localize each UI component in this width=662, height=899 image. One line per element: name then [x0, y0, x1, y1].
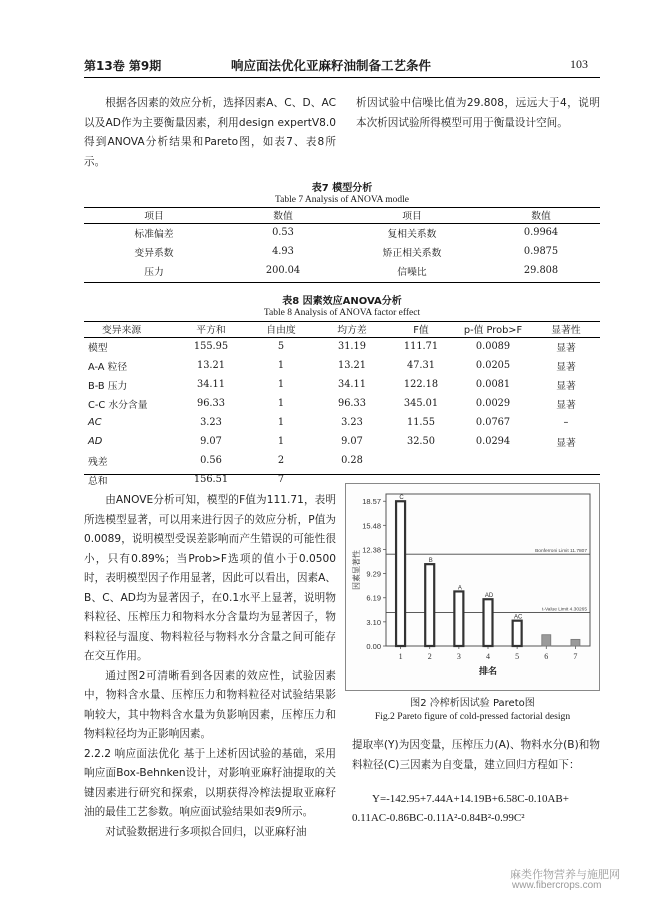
bar-label: B [428, 558, 433, 565]
x-tick-label: 5 [515, 652, 520, 661]
table8-cell: 模型 [88, 342, 108, 354]
table8-cell: 13.21 [337, 360, 367, 371]
table8-cell: 0.0205 [475, 360, 511, 371]
y-tick-label: 12.38 [362, 545, 381, 555]
table8-cell: 96.33 [196, 398, 226, 409]
table8-header-cell: 显著性 [551, 324, 581, 336]
table8-cell: 31.19 [337, 341, 367, 353]
reference-line-label: t-Value Limit 4.30265 [542, 607, 587, 613]
table8-cell: 1 [277, 398, 285, 409]
table7-cell: 200.04 [265, 265, 301, 276]
y-tick-label: 9.29 [366, 569, 381, 579]
body-paragraph: 由ANOVE分析可知，模型的F值为111.71，表明所选模型显著，可以用来进行因子的效应分析，P值为0.0089，说明模型受误差影响而产生错误的可能性很小，只有0.89%；当Prob>F选项的值小于0.0500时，表明模型因子作用显著，因此可以看出，因素A、B、C、AD均为显著因子，在0.1水平上显著，说明物料粒径、压榨压力和物料水分含量均为显著因子，物料粒径与温度、物料粒径与物料水分含量之间可能存在交互作用。 [84, 494, 336, 662]
page-number: 103 [570, 57, 588, 71]
table8-cell [388, 451, 454, 470]
table8-cell: B-B 压力 [88, 380, 128, 392]
table8-cell: 9.07 [200, 436, 222, 447]
table8-cell: 2 [277, 455, 285, 466]
table-row [84, 451, 600, 470]
table8 [84, 321, 600, 489]
table8-cell: 156.51 [193, 474, 229, 485]
table7-header-cell: 数值 [273, 210, 293, 222]
table-row [84, 432, 600, 451]
table8-cell [532, 451, 600, 470]
table8-cell: 0.28 [341, 455, 363, 466]
x-axis-title: 排名 [478, 667, 498, 677]
table8-cell: AD [88, 436, 103, 447]
watermark-site-name: 麻类作物营养与施肥网 [510, 868, 620, 881]
table7-cell: 29.808 [523, 265, 559, 276]
header-rule [84, 77, 600, 78]
table-row [84, 356, 600, 375]
x-tick-label: 7 [573, 652, 578, 661]
table8-cell: – [563, 417, 569, 428]
table8-cell: C-C 水分含量 [88, 399, 148, 411]
table8-cell: 1 [277, 379, 285, 390]
intro-right-paragraph: 析因试验中信噪比值为29.808，远远大于4，说明本次析因试验所得模型可用于衡量设计空间。 [356, 97, 600, 129]
table7-header-row [84, 207, 600, 223]
table7-cell: 0.9875 [523, 246, 559, 257]
table8-bottom-rule [84, 474, 600, 475]
table7-cell: 4.93 [272, 246, 294, 257]
table8-cell [454, 451, 532, 470]
table7-header-cell: 数值 [531, 210, 551, 222]
body-left-column [84, 491, 336, 842]
table8-cell: 1 [277, 436, 285, 447]
pareto-bar [542, 635, 551, 646]
table8-cell: 1 [277, 360, 285, 371]
table8-body [84, 337, 600, 489]
table-row [84, 261, 600, 280]
table7-cell: 信噪比 [397, 266, 427, 278]
table8-header-cell: F值 [413, 324, 429, 336]
reference-line-label: Bonferroni Limit 11.7807 [535, 549, 587, 555]
table8-cell: 0.0081 [475, 379, 511, 390]
table8-cell: 0.0089 [475, 341, 511, 353]
x-tick-label: 1 [398, 652, 403, 661]
bar-label: AC [513, 614, 523, 621]
table-row [84, 375, 600, 394]
x-tick-label: 2 [427, 652, 432, 661]
table8-cell: 显著 [556, 437, 576, 449]
table8-header-cell: 自由度 [266, 324, 296, 336]
table8-cell: 显著 [556, 361, 576, 373]
table8-cell: 7 [277, 474, 285, 485]
table8-cell: 显著 [556, 342, 576, 354]
table-row [84, 413, 600, 432]
table-row [84, 223, 600, 242]
table7 [84, 207, 600, 280]
pareto-bar [513, 621, 522, 646]
table8-cell: 0.56 [200, 455, 222, 466]
y-tick-label: 3.10 [366, 617, 381, 627]
table7-cell: 变异系数 [134, 247, 174, 259]
table-row [84, 394, 600, 413]
table8-cell: AC [88, 417, 102, 428]
regression-equation-line1: Y=-142.95+7.44A+14.19B+6.58C-0.10AB+ [372, 793, 569, 805]
table8-cell: 13.21 [196, 360, 226, 371]
pareto-bar [484, 599, 493, 646]
x-tick-label: 4 [486, 652, 490, 661]
table8-cell: 3.23 [341, 417, 363, 428]
pareto-chart [346, 484, 599, 690]
bar-label: AD [484, 593, 494, 600]
table8-cell: 残差 [88, 456, 108, 468]
pareto-bar [454, 591, 463, 646]
table8-cell: 155.95 [193, 341, 229, 353]
table8-cell: 5 [277, 341, 285, 353]
intro-left-paragraph: 根据各因素的效应分析，选择因素A、C、D、AC以及AD作为主要衡量因素，利用design expertV8.0得到ANOVA分析结果和Pareto图，如表7、表8所示。 [84, 97, 336, 168]
table8-cell: 34.11 [196, 379, 226, 390]
y-axis-title: 因素显著性 [352, 550, 361, 590]
y-tick-label: 0.00 [366, 642, 381, 651]
y-tick-label: 6.19 [366, 593, 381, 603]
table8-cell: 0.0767 [475, 417, 511, 428]
table7-cell: 矫正相关系数 [382, 247, 442, 259]
figure2-caption-cn: 图2 冷榨析因试验 Pareto图 [410, 698, 535, 709]
body-right-paragraph: 提取率(Y)为因变量，压榨压力(A)、物料水分(B)和物料粒径(C)三因素为自变量，建立回归方程如下： [352, 739, 600, 771]
x-tick-label: 6 [544, 652, 549, 661]
table8-cell: 96.33 [337, 398, 367, 409]
issue-label: 第13卷 第9期 [84, 59, 162, 73]
body-paragraph: 对试验数据进行多项拟合回归，以亚麻籽油 [105, 825, 307, 838]
table7-cell: 标准偏差 [134, 228, 174, 240]
table8-caption-en: Table 8 Analysis of ANOVA factor effect [263, 308, 421, 318]
table8-header-cell: 均方差 [337, 324, 367, 336]
bar-label: A [457, 585, 462, 592]
section-2-2-2-paragraph: 2.2.2 响应面法优化 基于上述析因试验的基础，采用响应面Box-Behnken设计，对影响亚麻籽油提取的关键因素进行研究和探索，以期获得冷榨法提取亚麻籽油的最佳工艺参数。响应面试验结果如表9所示。 [84, 747, 336, 818]
figure2-caption-en: Fig.2 Pareto figure of cold-pressed factorial design [374, 711, 571, 722]
pareto-bar [425, 564, 434, 646]
table8-cell: 0.0294 [475, 436, 511, 447]
table8-cell: 11.55 [406, 417, 436, 428]
watermark-url: www.fibercrops.com [512, 880, 602, 891]
table8-cell: 显著 [556, 399, 576, 411]
table8-cell: 总和 [88, 475, 108, 487]
table8-cell: 122.18 [403, 379, 439, 390]
table8-cell: 111.71 [403, 341, 439, 353]
table7-header-cell: 项目 [402, 210, 422, 222]
table7-caption-en: Table 7 Analysis of ANOVA modle [274, 195, 409, 205]
regression-equation-line2: 0.11AC-0.86BC-0.11A²-0.84B²-0.99C² [352, 812, 525, 824]
table8-cell: 1 [277, 417, 285, 428]
x-tick-label: 3 [456, 652, 461, 661]
table7-bottom-rule [84, 282, 600, 283]
pareto-bar [571, 639, 580, 646]
table-row [84, 242, 600, 261]
table8-cell: 47.31 [406, 360, 436, 371]
table8-cell: A-A 粒径 [88, 361, 128, 373]
table7-caption-cn: 表7 模型分析 [311, 183, 373, 194]
y-tick-label: 15.48 [362, 521, 381, 531]
journal-running-title: 响应面法优化亚麻籽油制备工艺条件 [230, 58, 431, 73]
table7-header-cell: 项目 [144, 210, 164, 222]
table8-cell: 显著 [556, 380, 576, 392]
table8-cell: 345.01 [403, 398, 439, 409]
y-tick-label: 18.57 [362, 497, 381, 507]
table8-cell: 32.50 [406, 436, 436, 447]
table8-header-cell: 平方和 [196, 324, 226, 336]
table8-cell: 0.0029 [475, 398, 511, 409]
table8-cell: 3.23 [200, 417, 222, 428]
chart-bars [396, 501, 580, 646]
table8-cell: 34.11 [337, 379, 367, 390]
table-row [84, 337, 600, 356]
pareto-bar [396, 501, 405, 646]
table7-cell: 0.53 [272, 227, 294, 239]
bar-label: C [399, 495, 404, 502]
body-paragraph: 通过图2可清晰看到各因素的效应性，试验因素中，物料含水量、压榨压力和物料粒径对试验结果影响较大，其中物料含水量为负影响因素，压榨压力和物料粒径均为正影响因素。 [84, 669, 336, 740]
table8-header-cell: 变异来源 [102, 324, 142, 336]
table7-cell: 压力 [144, 266, 164, 278]
table8-caption-cn: 表8 因素效应ANOVA分析 [282, 296, 402, 307]
table7-cell: 复相关系数 [387, 228, 437, 240]
table8-cell: 9.07 [341, 436, 363, 447]
table7-cell: 0.9964 [523, 227, 559, 239]
pareto-figure [345, 483, 600, 691]
table8-header-row [84, 321, 600, 337]
table8-header-cell: p-值 Prob>F [463, 324, 523, 336]
